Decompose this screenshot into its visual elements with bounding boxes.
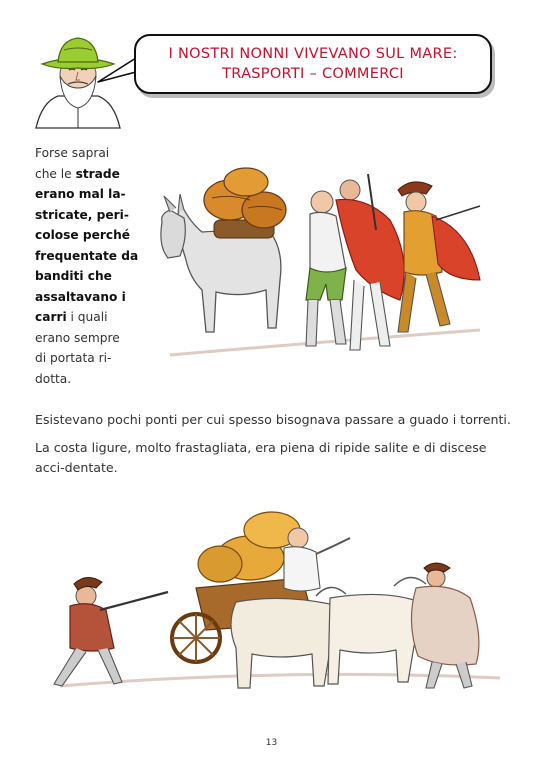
intro-bold-fragment: frequentate da: [35, 248, 139, 263]
bandits-robbing-mule-illustration: [150, 160, 495, 370]
intro-line: [35, 266, 150, 287]
intro-line: [35, 205, 150, 226]
intro-text-fragment: erano sempre: [35, 330, 120, 345]
paragraph-fords: Esistevano pochi ponti per cui spesso bisognava passare a guado i torrenti.: [35, 412, 511, 427]
intro-bold-fragment: erano mal la-: [35, 187, 126, 201]
intro-line: [35, 369, 150, 390]
title-line-2: TRASPORTI – COMMERCI: [222, 66, 404, 82]
intro-line: [35, 164, 150, 185]
intro-line: [35, 143, 150, 164]
intro-line: [35, 348, 150, 369]
paragraph-coast: La costa ligure, molto frastagliata, era piena di ripide salite e di discese acci-dentate.: [35, 440, 487, 475]
intro-bold-fragment: assaltavano i: [35, 289, 126, 304]
intro-line: [35, 184, 150, 205]
intro-bold-fragment: strade: [75, 166, 120, 181]
intro-line: [35, 246, 150, 267]
page-number: 13: [265, 738, 278, 748]
intro-text: [35, 143, 150, 389]
intro-text-fragment: di portata ri-: [35, 351, 112, 365]
intro-text-fragment: che le: [35, 166, 76, 181]
intro-text-fragment: dotta.: [35, 371, 72, 386]
intro-bold-fragment: carri: [35, 310, 67, 324]
intro-line: [35, 328, 150, 349]
intro-text-fragment: Forse saprai: [35, 146, 110, 160]
intro-bold-fragment: banditi che: [35, 269, 112, 283]
intro-line: [35, 225, 150, 246]
intro-line: [35, 287, 150, 308]
intro-bold-fragment: colose perché: [35, 228, 131, 242]
title-line-1: I NOSTRI NONNI VIVEVANO SUL MARE:: [168, 46, 458, 62]
intro-line: [35, 307, 150, 328]
intro-text-fragment: i quali: [66, 310, 108, 324]
intro-bold-fragment: stricate, peri-: [35, 207, 129, 222]
bandits-attacking-ox-cart-illustration: [40, 498, 510, 698]
title-bubble: [134, 34, 492, 94]
